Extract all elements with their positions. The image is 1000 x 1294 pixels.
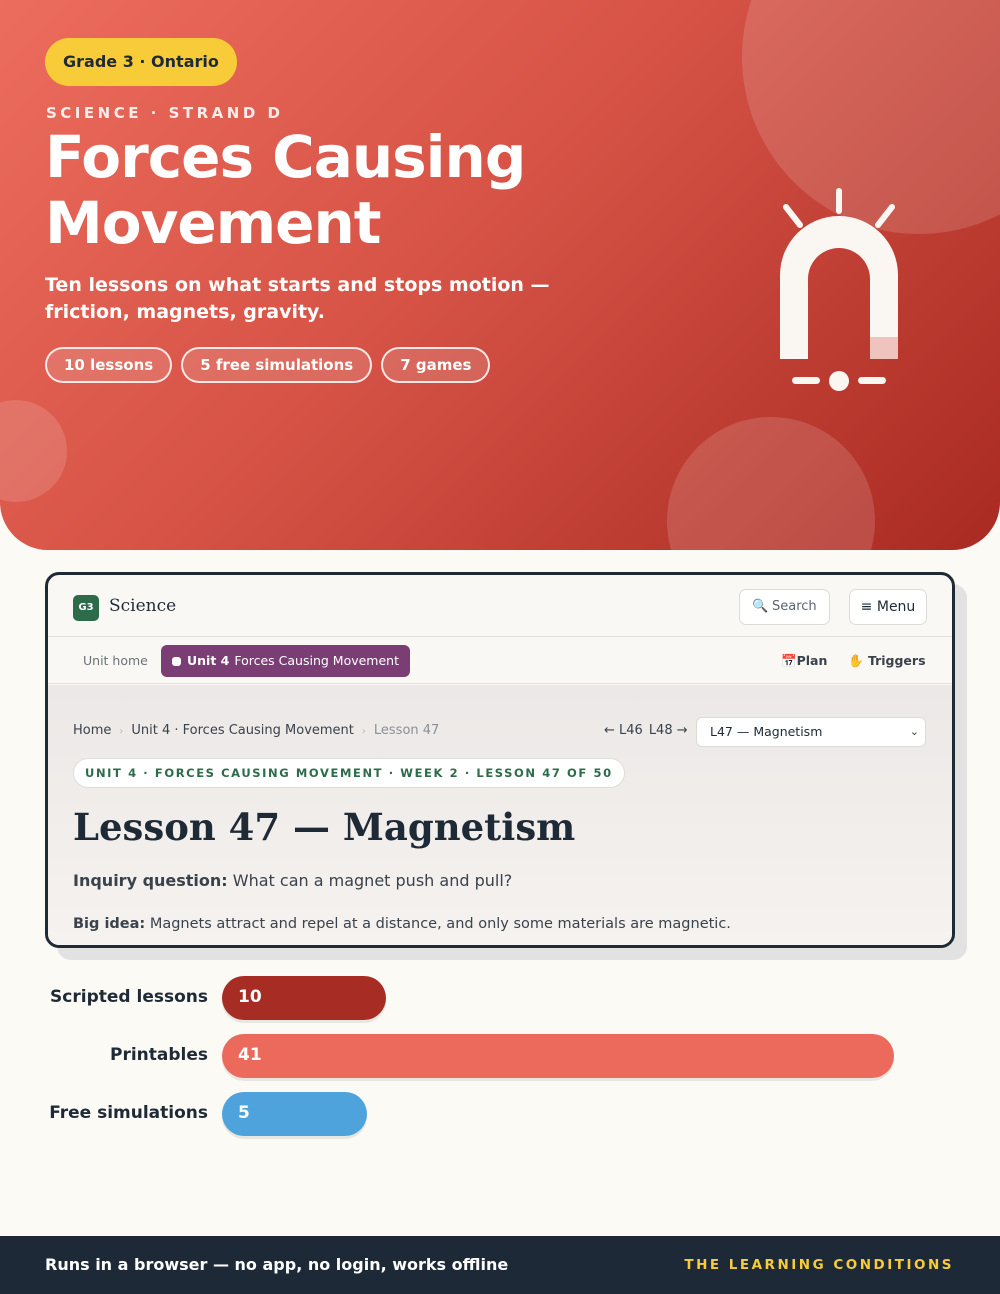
search-button[interactable] bbox=[739, 589, 830, 625]
unit-dot-icon bbox=[172, 657, 181, 666]
lesson-content bbox=[48, 685, 952, 945]
big-idea bbox=[73, 916, 731, 932]
inquiry-label: Inquiry question: bbox=[73, 871, 228, 890]
plan-label: Plan bbox=[796, 653, 828, 668]
triggers-label: Triggers bbox=[867, 653, 926, 668]
menu-label: Menu bbox=[876, 599, 916, 615]
prev-lesson-link[interactable]: ← L46 bbox=[604, 723, 643, 738]
chevron-down-icon: ⌄ bbox=[909, 725, 919, 738]
bar-label: Scripted lessons bbox=[50, 987, 208, 1007]
breadcrumb bbox=[73, 723, 439, 738]
chip-simulations: 5 free simulations bbox=[181, 347, 372, 383]
lesson-title: Lesson 47 — Magnetism bbox=[73, 805, 576, 849]
bar-label: Printables bbox=[109, 1045, 208, 1065]
grade-badge: Grade 3 · Ontario bbox=[45, 38, 237, 86]
unit-home-link[interactable]: Unit home bbox=[83, 653, 148, 668]
decor-circle bbox=[667, 417, 875, 550]
footer-tagline: Runs in a browser — no app, no login, works offline bbox=[45, 1255, 509, 1274]
bigidea-text: Magnets attract and repel at a distance, and only some materials are magnetic. bbox=[145, 916, 731, 932]
inquiry-text: What can a magnet push and pull? bbox=[227, 871, 513, 890]
unit-name: Forces Causing Movement bbox=[234, 653, 400, 668]
inquiry-question bbox=[73, 871, 512, 890]
lesson-select-value: L47 — Magnetism bbox=[710, 724, 823, 739]
hand-icon: ✋ bbox=[848, 653, 864, 668]
decor-circle bbox=[0, 400, 67, 502]
bar-value-label: 10 bbox=[238, 987, 262, 1007]
breadcrumb-unit[interactable]: Unit 4 · Forces Causing Movement bbox=[131, 723, 354, 738]
lesson-tag: UNIT 4 · FORCES CAUSING MOVEMENT · WEEK 2 · LESSON 47 OF 50 bbox=[73, 758, 625, 788]
horseshoe-magnet-icon bbox=[776, 185, 902, 395]
chip-games: 7 games bbox=[381, 347, 490, 383]
calendar-icon: 📅 bbox=[781, 653, 797, 668]
bar-label: Free simulations bbox=[49, 1103, 208, 1123]
footer bbox=[0, 1236, 1000, 1294]
breadcrumb-current: Lesson 47 bbox=[373, 723, 440, 738]
triggers-link[interactable] bbox=[848, 653, 926, 669]
hero-banner bbox=[0, 0, 1000, 550]
next-lesson-link[interactable]: L48 → bbox=[648, 723, 688, 738]
breadcrumb-home[interactable]: Home bbox=[73, 723, 112, 738]
app-window bbox=[45, 572, 955, 948]
bar-value-label: 41 bbox=[238, 1045, 262, 1065]
lesson-select[interactable] bbox=[696, 717, 926, 747]
hero-subtitle: Ten lessons on what starts and stops motion — friction, magnets, gravity. bbox=[45, 274, 550, 323]
hamburger-icon: ≡ bbox=[860, 599, 873, 615]
footer-brand: THE LEARNING CONDITIONS bbox=[684, 1257, 954, 1273]
app-name[interactable]: Science bbox=[109, 596, 177, 616]
bar bbox=[222, 1034, 894, 1078]
app-logo-badge: G3 bbox=[73, 595, 99, 621]
menu-button[interactable] bbox=[849, 589, 927, 625]
chevron-right-icon: › bbox=[119, 726, 124, 737]
lesson-pager bbox=[604, 723, 694, 738]
unit-subnav bbox=[48, 638, 952, 684]
hero-kicker: SCIENCE · STRAND D bbox=[46, 104, 284, 122]
app-topbar bbox=[48, 575, 952, 637]
search-label: Search bbox=[772, 599, 817, 614]
bar-value-label: 5 bbox=[238, 1103, 250, 1123]
bigidea-label: Big idea: bbox=[73, 916, 146, 932]
plan-link[interactable] bbox=[781, 653, 827, 669]
hero-chips bbox=[45, 347, 490, 383]
hero-title: Forces Causing Movement bbox=[45, 123, 526, 257]
unit-number: Unit 4 bbox=[187, 653, 230, 668]
current-unit-tab[interactable] bbox=[161, 645, 410, 677]
chip-lessons: 10 lessons bbox=[45, 347, 172, 383]
chevron-right-icon: › bbox=[361, 726, 366, 737]
search-icon: 🔍 bbox=[752, 599, 769, 614]
